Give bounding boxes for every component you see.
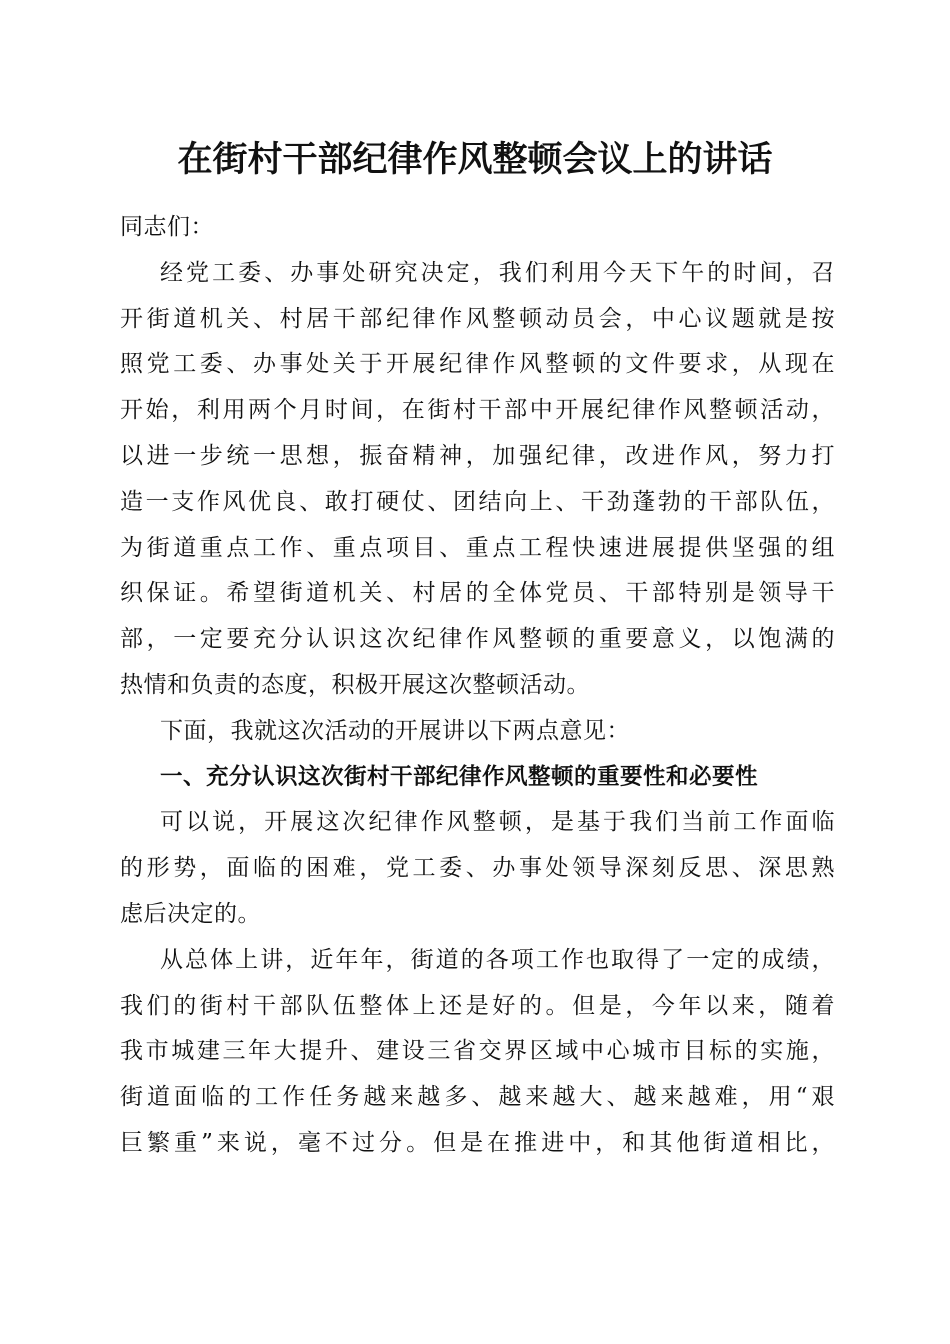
paragraph-line: 我们的街村干部队伍整体上还是好的。但是，今年以来，随着: [120, 992, 835, 1019]
paragraph-line: 的形势，面临的困难，党工委、办事处领导深刻反思、深思熟: [120, 855, 835, 882]
paragraph-line: 为街道重点工作、重点项目、重点工程快速进展提供坚强的组: [120, 534, 835, 561]
paragraph-line: 可以说，开展这次纪律作风整顿，是基于我们当前工作面临: [160, 809, 835, 836]
paragraph-line: 织保证。希望街道机关、村居的全体党员、干部特别是领导干: [120, 580, 835, 607]
paragraph-line: 开始，利用两个月时间，在街村干部中开展纪律作风整顿活动，: [120, 397, 835, 424]
paragraph-line: 经党工委、办事处研究决定，我们利用今天下午的时间，召: [160, 259, 835, 286]
salutation: 同志们：: [120, 214, 214, 240]
paragraph-line: 街道面临的工作任务越来越多、越来越大、越来越难，用“艰: [120, 1084, 835, 1111]
paragraph-line: 以进一步统一思想，振奋精神，加强纪律，改进作风，努力打: [120, 442, 835, 469]
paragraph-line: 下面，我就这次活动的开展讲以下两点意见：: [160, 717, 630, 744]
paragraph-line: 我市城建三年大提升、建设三省交界区域中心城市目标的实施，: [120, 1038, 835, 1065]
paragraph-line: 开街道机关、村居干部纪律作风整顿动员会，中心议题就是按: [120, 305, 835, 332]
document-title: 在街村干部纪律作风整顿会议上的讲话: [177, 139, 773, 180]
paragraph-line: 照党工委、办事处关于开展纪律作风整顿的文件要求，从现在: [120, 351, 835, 378]
document-body: [120, 205, 835, 1167]
paragraph-line: 造一支作风优良、敢打硬仗、团结向上、干劲蓬勃的干部队伍，: [120, 488, 835, 515]
paragraph-line: 虑后决定的。: [120, 900, 261, 927]
section-heading: 一、充分认识这次街村干部纪律作风整顿的重要性和必要性: [160, 763, 759, 790]
paragraph-line: 部，一定要充分认识这次纪律作风整顿的重要意义，以饱满的: [120, 626, 835, 653]
paragraph-line: 热情和负责的态度，积极开展这次整顿活动。: [120, 671, 590, 698]
paragraph-line: 巨繁重”来说，毫不过分。但是在推进中，和其他街道相比，: [120, 1129, 835, 1156]
paragraph-line: 从总体上讲，近年年，街道的各项工作也取得了一定的成绩，: [160, 946, 835, 973]
